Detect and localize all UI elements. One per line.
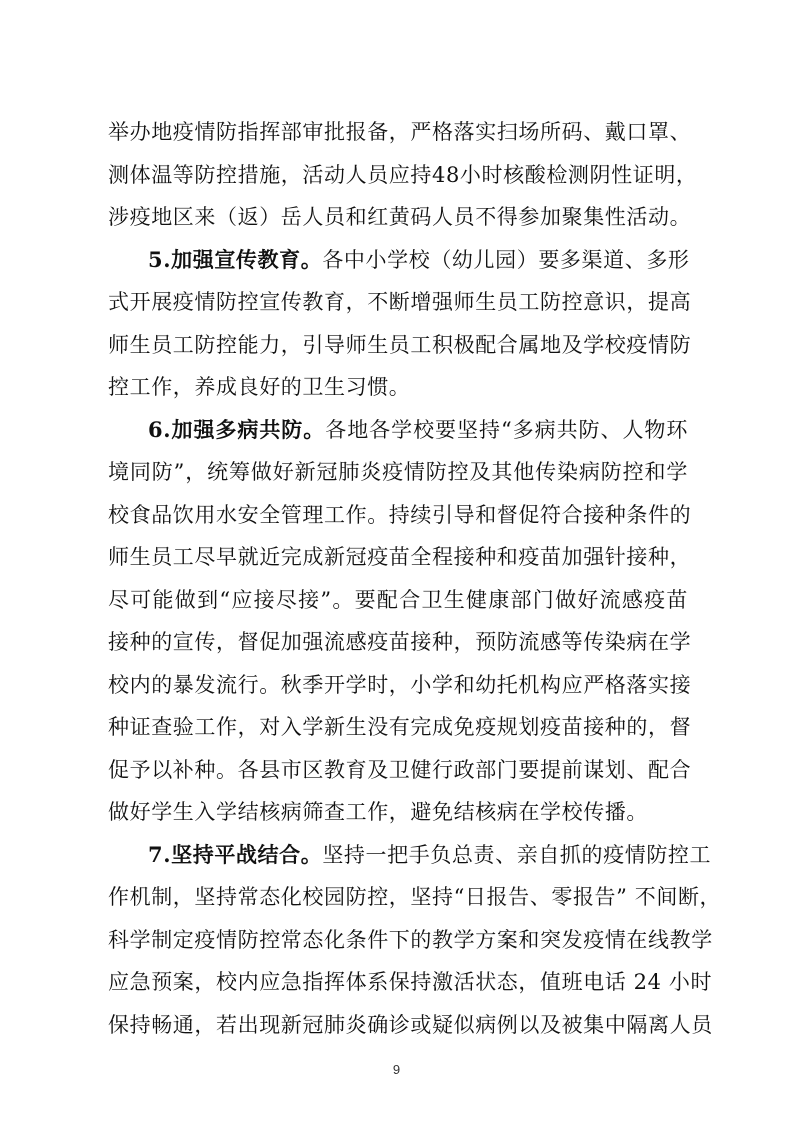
section-heading: 6.加强多病共防。 xyxy=(148,417,326,442)
paragraph-line: 师生员工防控能力，引导师生员工积极配合属地及学校疫情防 xyxy=(108,333,692,357)
paragraph-line: 控工作，养成良好的卫生习惯。 xyxy=(108,375,411,399)
paragraph-text: 各中小学校（幼儿园）要多渠道、多形 xyxy=(322,248,690,272)
paragraph-line: 保持畅通，若出现新冠肺炎确诊或疑似病例以及被集中隔离人员 xyxy=(108,1013,713,1037)
paragraph-line: 境同防”，统筹做好新冠肺炎疫情防控及其他传染病防控和学 xyxy=(108,460,688,484)
paragraph-line: 式开展疫情防控宣传教育，不断增强师生员工防控意识，提高 xyxy=(108,290,692,314)
paragraph-line: 校食品饮用水安全管理工作。持续引导和督促符合接种条件的 xyxy=(108,503,692,527)
paragraph-line: 测体温等防控措施，活动人员应持48小时核酸检测阴性证明， xyxy=(108,163,698,187)
paragraph-text: 坚持一把手负总责、亲自抓的疫情防控工 xyxy=(322,843,712,867)
section-heading: 5.加强宣传教育。 xyxy=(148,247,323,272)
paragraph-line: 举办地疫情防指挥部审批报备，严格落实扫场所码、戴口罩、 xyxy=(108,120,692,144)
paragraph-line: 科学制定疫情防控常态化条件下的教学方案和突发疫情在线教学 xyxy=(108,928,713,952)
paragraph-line: 促予以补种。各县市区教育及卫健行政部门要提前谋划、配合 xyxy=(108,758,692,782)
paragraph-first-line xyxy=(148,416,688,444)
paragraph-line: 作机制，坚持常态化校园防控，坚持“日报告、零报告” 不间断， xyxy=(108,885,722,909)
section-heading: 7.坚持平战结合。 xyxy=(148,842,323,867)
paragraph-line: 涉疫地区来（返）岳人员和红黄码人员不得参加聚集性活动。 xyxy=(108,205,692,229)
paragraph-line: 师生员工尽早就近完成新冠疫苗全程接种和疫苗加强针接种， xyxy=(108,545,692,569)
paragraph-line: 尽可能做到“应接尽接”。要配合卫生健康部门做好流感疫苗 xyxy=(108,588,688,612)
paragraph-first-line xyxy=(148,246,688,274)
paragraph-text: 各地各学校要坚持“多病共防、人物环 xyxy=(325,418,688,442)
page-number: 9 xyxy=(392,1062,401,1077)
paragraph-line: 做好学生入学结核病筛查工作，避免结核病在学校传播。 xyxy=(108,800,648,824)
paragraph-line: 接种的宣传，督促加强流感疫苗接种，预防流感等传染病在学 xyxy=(108,630,692,654)
paragraph-line: 应急预案，校内应急指挥体系保持激活状态，值班电话 24 小时 xyxy=(108,970,713,994)
paragraph-line: 校内的暴发流行。秋季开学时，小学和幼托机构应严格落实接 xyxy=(108,673,692,697)
paragraph-line: 种证查验工作，对入学新生没有完成免疫规划疫苗接种的，督 xyxy=(108,715,692,739)
paragraph-first-line xyxy=(148,841,712,869)
